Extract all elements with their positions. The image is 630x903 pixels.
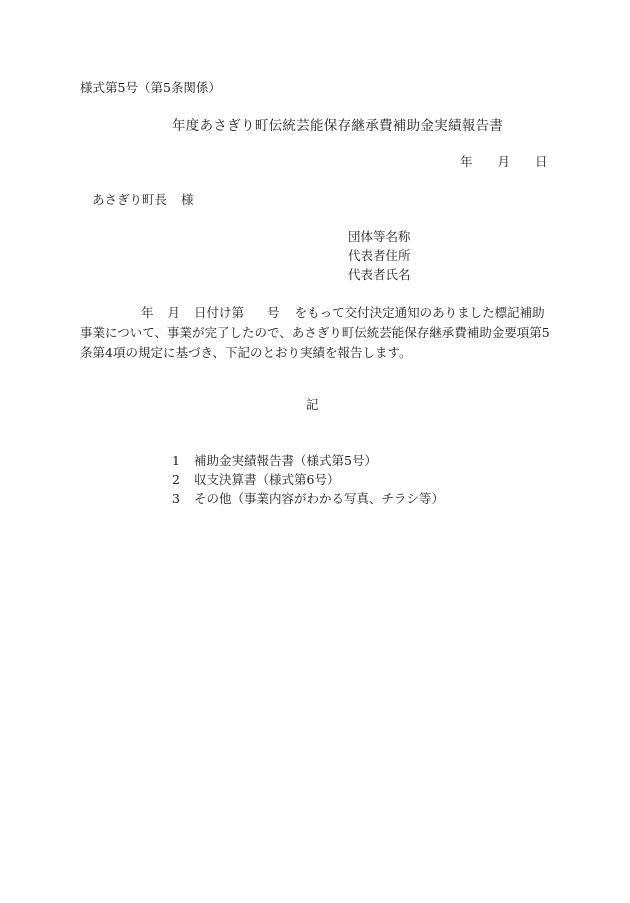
body-line-1 [80,303,550,323]
date-year-label: 年 [460,154,473,169]
date-month-label: 月 [497,154,511,169]
attachment-number: 3 [172,491,180,506]
document-title: 年度あさぎり町伝統芸能保存継承費補助金実績報告書 [172,118,504,134]
attachment-item [172,493,444,512]
attachment-number: 2 [172,472,180,487]
attachment-number: 1 [172,453,180,468]
body-year: 年 [141,305,154,320]
body-line-3: 条第4項の規定に基づき、下記のとおり実績を報告します。 [80,345,412,360]
form-number: 様式第5号（第5条関係） [80,80,221,95]
applicant-field-organization: 団体等名称 [348,229,411,244]
addressee [92,194,194,207]
body-paragraph [80,303,550,363]
attachment-text: 収支決算書（様式第6号） [194,472,340,487]
date-line [460,156,548,169]
date-day-label: 日 [535,154,548,169]
applicant-field-address: 代表者住所 [348,248,411,263]
ki-heading: 記 [306,397,319,412]
body-month: 月 [167,305,181,320]
attachment-list [172,455,444,512]
applicant-field-name: 代表者氏名 [348,267,411,282]
body-line1-rest: をもって交付決定通知のありました標記補助 [294,305,545,320]
attachment-text: その他（事業内容がわかる写真、チラシ等） [194,491,445,506]
attachment-text: 補助金実績報告書（様式第5号） [194,453,377,468]
body-number: 号 [267,305,280,320]
applicant-block [348,231,411,288]
addressee-name: あさぎり町長 [92,192,168,207]
body-line-2: 事業について、事業が完了したので、あさぎり町伝統芸能保存継承費補助金要項第5 [80,325,550,340]
addressee-honorific: 様 [181,192,194,207]
body-dated: 日付け第 [194,305,245,320]
